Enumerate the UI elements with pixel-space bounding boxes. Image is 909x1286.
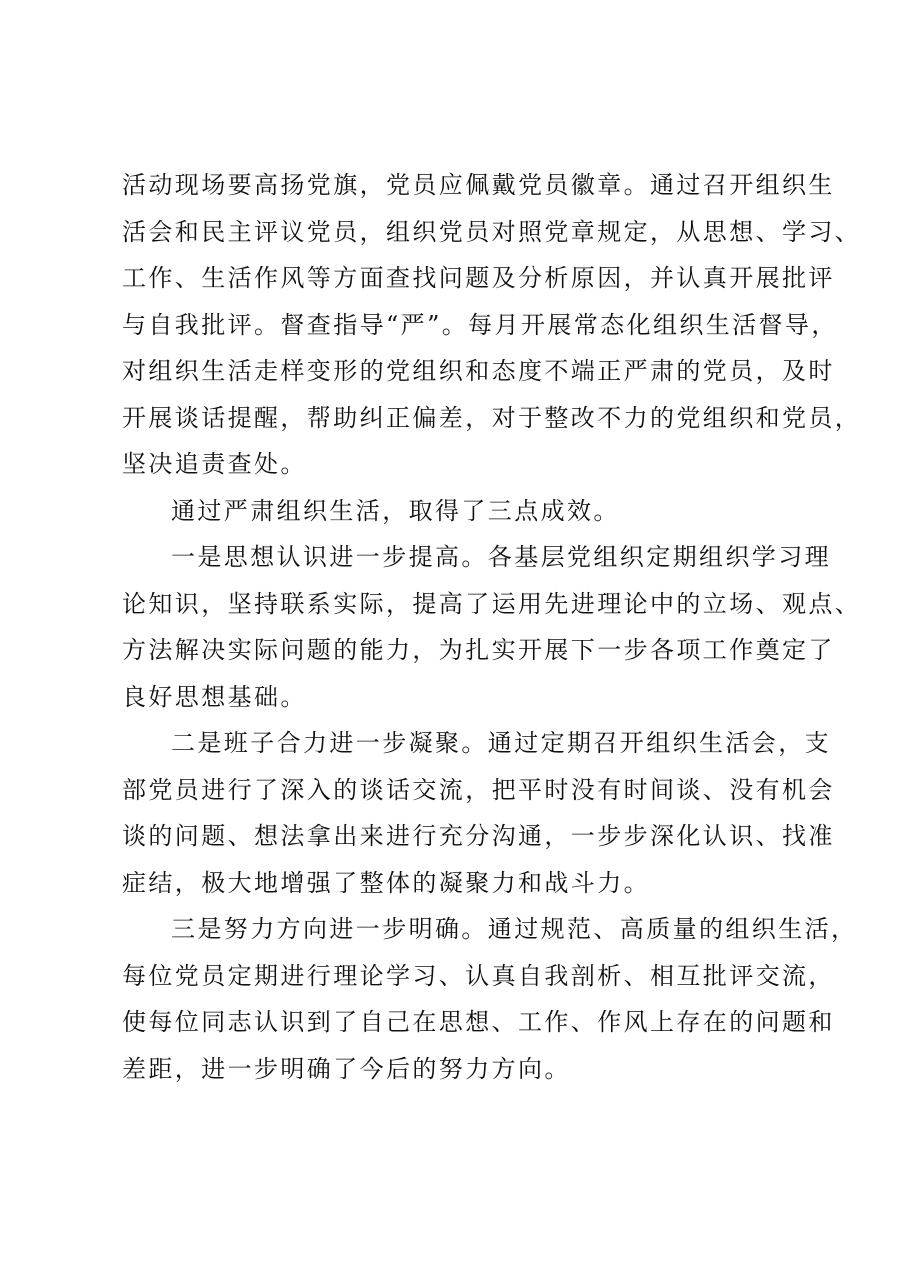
paragraph-line: 开展谈话提醒，帮助纠正偏差，对于整改不力的党组织和党员， xyxy=(122,403,862,432)
paragraph-line: 活会和民主评议党员，组织党员对照党章规定，从思想、学习、 xyxy=(122,217,862,246)
paragraph-line: 每位党员定期进行理论学习、认真自我剖析、相互批评交流， xyxy=(122,961,835,990)
paragraph-line: 与自我批评。督查指导“严”。每月开展常态化组织生活督导， xyxy=(122,310,838,339)
paragraph-3 xyxy=(122,534,862,720)
paragraph-line: 三是努力方向进一步明确。通过规范、高质量的组织生活， xyxy=(171,915,858,943)
paragraph-line: 方法解决实际问题的能力，为扎实开展下一步各项工作奠定了 xyxy=(122,636,835,664)
paragraph-2 xyxy=(122,488,822,535)
paragraph-line: 一是思想认识进一步提高。各基层党组织定期组织学习理 xyxy=(171,543,831,571)
paragraph-line: 通过严肃组织生活，取得了三点成效。 xyxy=(171,496,620,525)
paragraph-line: 二是班子合力进一步凝聚。通过定期召开组织生活会，支 xyxy=(171,729,831,757)
paragraph-4 xyxy=(122,720,835,906)
paragraph-line: 活动现场要高扬党旗，党员应佩戴党员徽章。通过召开组织生 xyxy=(122,171,835,199)
paragraph-line: 良好思想基础。 xyxy=(122,682,307,711)
paragraph-line: 症结，极大地增强了整体的凝聚力和战斗力。 xyxy=(122,868,650,897)
paragraph-line: 部党员进行了深入的谈话交流，把平时没有时间谈、没有机会 xyxy=(122,775,835,804)
paragraph-line: 坚决追责查处。 xyxy=(122,450,307,478)
paragraph-line: 工作、生活作风等方面查找问题及分析原因，并认真开展批评 xyxy=(122,264,835,292)
paragraph-5 xyxy=(122,906,858,1092)
paragraph-line: 对组织生活走样变形的党组织和态度不端正严肃的党员，及时 xyxy=(122,357,835,385)
paragraph-line: 使每位同志认识到了自己在思想、工作、作风上存在的问题和 xyxy=(122,1008,835,1036)
paragraph-1 xyxy=(122,162,862,488)
paragraph-line: 差距，进一步明确了今后的努力方向。 xyxy=(122,1054,571,1083)
paragraph-line: 论知识，坚持联系实际，提高了运用先进理论中的立场、观点、 xyxy=(122,589,862,618)
document-body xyxy=(122,162,862,1092)
paragraph-line: 谈的问题、想法拿出来进行充分沟通，一步步深化认识、找准 xyxy=(122,822,835,850)
